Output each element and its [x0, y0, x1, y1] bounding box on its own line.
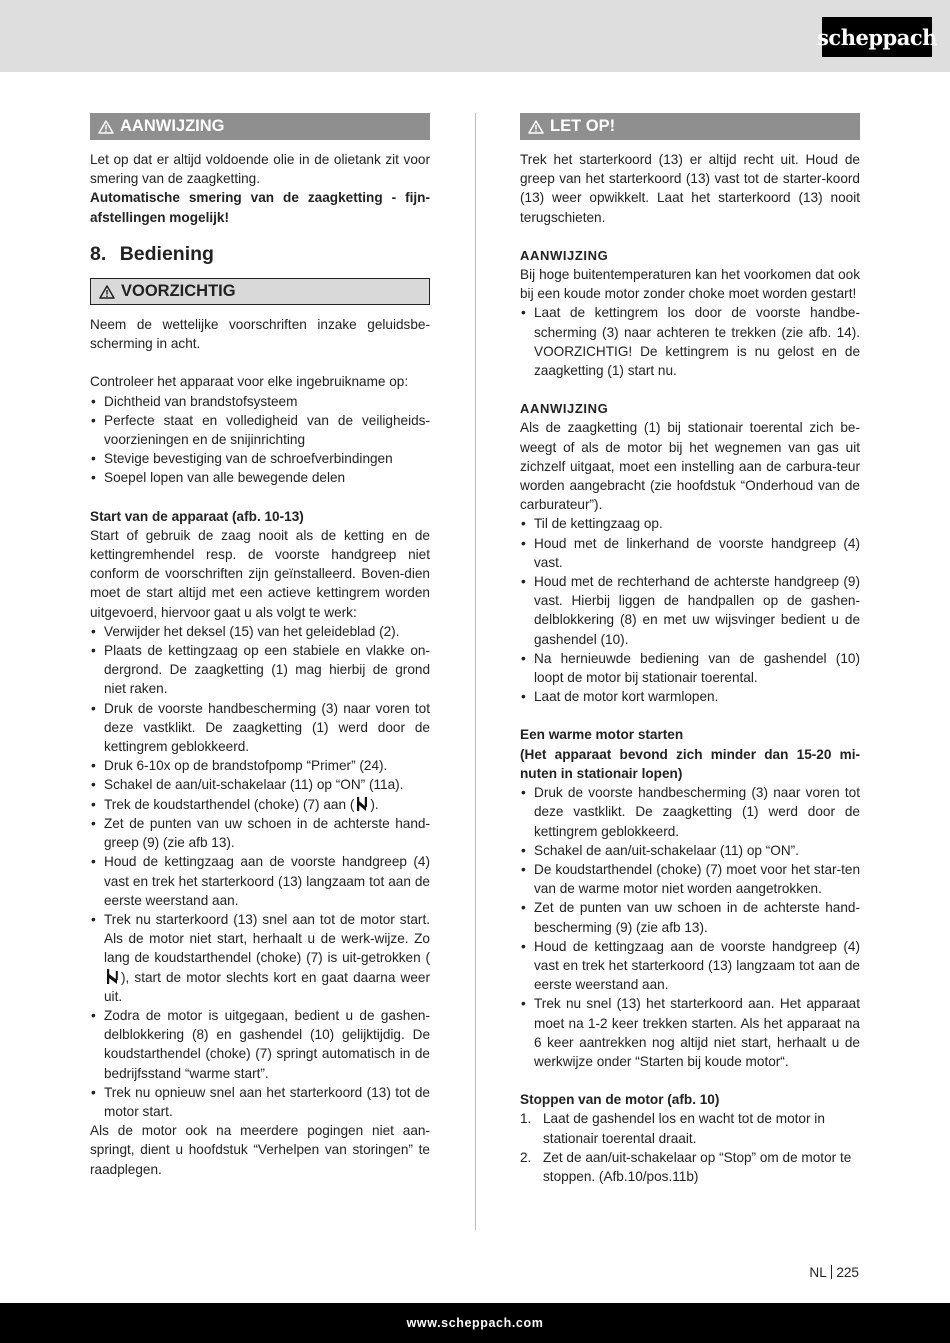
choke-pull-text-end: ). [370, 796, 379, 812]
notice-box-voorzichtig [90, 278, 430, 305]
list-item: • Perfecte staat en volledigheid van de veiligheids-voorzieningen en de snijinrichting [90, 411, 430, 449]
notice-box-let-op [520, 113, 860, 140]
choke-open-icon [106, 968, 119, 985]
list-item: • Schakel de aan/uit-schakelaar (11) op “ON” (11a). [90, 775, 430, 794]
start-intro: Start of gebruik de zaag nooit als de ketting en de kettingremhendel resp. de voorste handgreep niet conform de voorschriften zijn geïnstalleerd. Boven-dien moet de start altijd met een actieve kettingrem worden uitgevoerd, hiervoor gaat u als volgt te werk: [90, 527, 430, 620]
notice-title: AANWIJZING [120, 116, 225, 135]
right-column [520, 113, 860, 1186]
notice-text: Let op dat er altijd voldoende olie in de olietank zit voor smering van de zaagketting. [90, 152, 430, 187]
note-heading: AANWIJZING [520, 247, 609, 263]
list-item: • Houd met de rechterhand de achterste handgreep (9) vast. Hierbij liggen de handpallen op de gashen-delblokkering (8) en met uw wijsvinger bedient u de gashendel (10). [520, 572, 860, 649]
list-item [520, 1109, 860, 1147]
left-column [90, 113, 430, 1179]
section-number: 8. [90, 242, 107, 265]
item-text: Zet de aan/uit-schakelaar op “Stop” om de motor te stoppen. (Afb.10/pos.11b) [543, 1149, 852, 1184]
list-item: • Soepel lopen van alle bewegende delen [90, 468, 430, 487]
warning-icon [528, 120, 544, 134]
list-item [90, 795, 430, 814]
list-item: • Na hernieuwde bediening van de gashendel (10) loopt de motor bij stationair toerental. [520, 649, 860, 687]
list-item: • Druk 6-10x op de brandstofpomp “Primer” (24). [90, 756, 430, 775]
item-number: 2. [520, 1149, 532, 1165]
list-item: • Houd de kettingzaag aan de voorste handgreep (4) vast en trek het starterkoord (13) langzaam tot aan de eerste weerstand aan. [520, 937, 860, 995]
list-item: • Laat de kettingrem los door de voorste handbe-scherming (3) naar achteren te trekken (zie afb. 14). VOORZICHTIG! De kettingrem is nu gelost en de zaagketting (1) start nu. [520, 303, 860, 380]
item-number: 1. [520, 1111, 532, 1127]
page-number-value: 225 [836, 1265, 859, 1280]
section-title: Bediening [119, 242, 214, 265]
closing-text: Als de motor ook na meerdere pogingen niet aan-springt, dient u hoofdstuk “Verhelpen van storingen” te raadplegen. [90, 1123, 430, 1177]
list-item: • De koudstarthendel (choke) (7) moet voor het star-ten van de warme motor niet worden aangetrokken. [520, 860, 860, 898]
start-list [90, 622, 430, 1121]
list-item: • Schakel de aan/uit-schakelaar (11) op “ON”. [520, 841, 860, 860]
choke-icon [356, 796, 368, 812]
warm-start-heading: Een warme motor starten [520, 727, 684, 743]
brand-logo: scheppach [822, 17, 932, 57]
notice-bold-text: Automatische smering van de zaagketting - fijn-afstellingen mogelijk! [90, 190, 430, 225]
list-item: • Zodra de motor is uitgegaan, bedient u de gashen-delblokkering (8) en gashendel (10) gelijktijdig. De koudstarthendel (choke) (7) springt automatisch in de bedrijfsstand “warme start”. [90, 1006, 430, 1083]
note-list [520, 514, 860, 706]
language-code: NL [809, 1265, 827, 1280]
warm-start-subheading: (Het apparaat bevond zich minder dan 15-20 mi-nuten in stationair lopen) [520, 746, 860, 781]
note-list [520, 303, 860, 380]
list-item: • Trek nu snel (13) het starterkoord aan. Het apparaat moet na 1-2 keer trekken starten. Als het apparaat na 6 keer aantrekken nog altijd niet start, herhaalt u de werkwijze onder “Starten bij koude motor“. [520, 994, 860, 1071]
caution-text: Neem de wettelijke voorschriften inzake geluidsbe-scherming in acht. [90, 317, 430, 352]
list-item: • Druk de voorste handbescherming (3) naar voren tot deze vastklikt. De zaagketting (1) werd door de kettingrem geblokkeerd. [520, 783, 860, 841]
list-item: • Houd met de linkerhand de voorste handgreep (4) vast. [520, 534, 860, 572]
choke-pull-text: Trek de koudstarthendel (choke) (7) aan ( [104, 796, 355, 812]
footer-url: www.scheppach.com [406, 1316, 544, 1330]
stop-list [520, 1109, 860, 1186]
warning-icon [98, 120, 114, 134]
notice-title: VOORZICHTIG [121, 281, 236, 300]
note-text: Bij hoge buitentemperaturen kan het voorkomen dat ook bij een koude motor zonder choke moet worden gestart! [520, 267, 860, 302]
list-item: • Laat de motor kort warmlopen. [520, 687, 860, 706]
notice-title: LET OP! [550, 116, 616, 135]
list-item: • Stevige bevestiging van de schroefverbindingen [90, 449, 430, 468]
list-item: • Zet de punten van uw schoen in de achterste hand-greep (9) (zie afb 13). [90, 814, 430, 852]
check-intro: Controleer het apparaat voor elke ingebruikname op: [90, 374, 409, 390]
list-item: • Druk de voorste handbescherming (3) naar voren tot deze vastklikt. De zaagketting (1) werd door de kettingrem geblokkeerd. [90, 699, 430, 757]
stop-heading: Stoppen van de motor (afb. 10) [520, 1092, 720, 1108]
start-heading: Start van de apparaat (afb. 10-13) [90, 508, 304, 524]
note-text: Als de zaagketting (1) bij stationair toerental zich be-weegt of als de motor bij het wegnemen van gas uit zichzelf uitgaat, moet een instelling aan de carbura-teur worden aangebracht (zie hoofdstuk “Onderhoud van de carburateur”). [520, 420, 860, 513]
item-text: Laat de gashendel los en wacht tot de motor in stationair toerental draait. [543, 1111, 825, 1146]
note-heading: AANWIJZING [520, 401, 609, 417]
list-item: • Zet de punten van uw schoen in de achterste hand-bescherming (9) (zie afb 13). [520, 898, 860, 936]
footer-bar [0, 1303, 950, 1343]
list-item: • Plaats de kettingzaag op een stabiele en vlakke on-dergrond. De zaagketting (1) mag hierbij de grond niet raken. [90, 641, 430, 699]
choke-out-text: Trek nu starterkoord (13) snel aan tot de motor start. Als de motor niet start, herhaalt u de werk-wijze. Zo lang de koudstarthendel (choke) (7) is uit-getrokken ( [104, 911, 430, 966]
page-number [809, 1265, 859, 1280]
column-divider [475, 113, 476, 1230]
notice-text: Trek het starterkoord (13) er altijd recht uit. Houd de greep van het starterkoord (13) vast tot de starter-koord (13) weer opwikkelt. Laat het starterkoord (13) nooit terugschieten. [520, 152, 860, 225]
list-item: • Trek nu opnieuw snel aan het starterkoord (13) tot de motor start. [90, 1083, 430, 1121]
list-item: • Dichtheid van brandstofsysteem [90, 392, 430, 411]
list-item [520, 1148, 860, 1186]
list-item: • Verwijder het deksel (15) van het geleideblad (2). [90, 622, 430, 641]
page-separator [831, 1265, 833, 1279]
list-item: • Til de kettingzaag op. [520, 514, 860, 533]
section-heading [90, 242, 430, 265]
top-banner [0, 0, 950, 72]
list-item [90, 910, 430, 1006]
warm-start-list [520, 783, 860, 1071]
choke-out-text-end: ), start de motor slechts kort en gaat daarna weer uit. [104, 969, 430, 1004]
notice-box-aanwijzing [90, 113, 430, 140]
check-list [90, 392, 430, 488]
warning-icon [99, 285, 115, 299]
list-item: • Houd de kettingzaag aan de voorste handgreep (4) vast en trek het starterkoord (13) langzaam tot aan de eerste weerstand aan. [90, 852, 430, 910]
